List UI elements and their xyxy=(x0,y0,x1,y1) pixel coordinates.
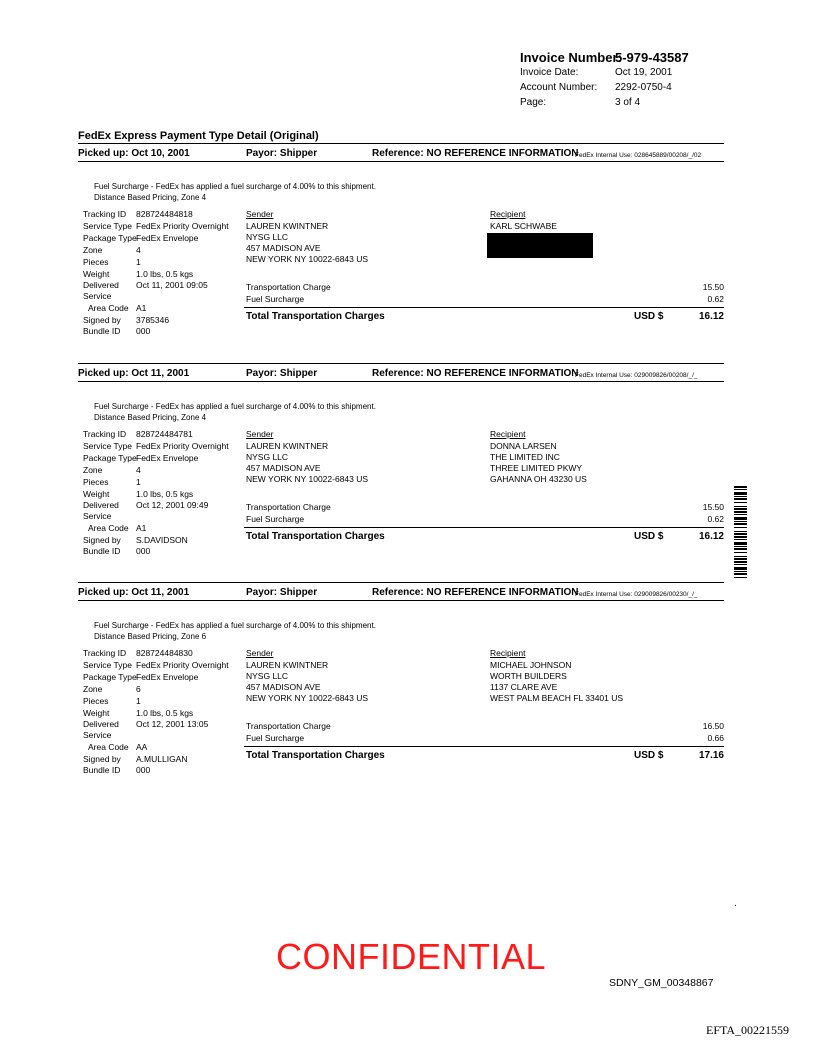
sender-line: 457 MADISON AVE xyxy=(246,682,321,692)
recipient-line: KARL SCHWABE xyxy=(490,221,557,231)
barcode-bar xyxy=(734,502,747,503)
weight-label: Weight xyxy=(83,708,110,718)
barcode-bar xyxy=(734,573,747,575)
invoice-date-row xyxy=(520,67,673,78)
tracking-id-label: Tracking ID xyxy=(83,429,127,439)
delivered-label: Delivered xyxy=(83,719,119,729)
fuel-surcharge-label: Fuel Surcharge xyxy=(246,514,305,524)
package-type-value: FedEx Envelope xyxy=(136,453,199,463)
service-label: Service xyxy=(83,511,112,521)
sender-heading: Sender xyxy=(246,429,274,439)
package-type-label: Package Type xyxy=(83,672,137,682)
invoice-number xyxy=(520,50,689,65)
barcode-bar xyxy=(734,506,747,507)
transportation-charge-label: Transportation Charge xyxy=(246,721,331,731)
sender-heading: Sender xyxy=(246,209,274,219)
totals-rule xyxy=(244,307,724,308)
service-type-value: FedEx Priority Overnight xyxy=(136,441,229,451)
invoice-date-value: Oct 19, 2001 xyxy=(615,67,673,78)
package-type-label: Package Type xyxy=(83,453,137,463)
weight-value: 1.0 lbs, 0.5 kgs xyxy=(136,269,194,279)
signed-by-label: Signed by xyxy=(83,535,121,545)
delivered-label: Delivered xyxy=(83,500,119,510)
invoice-number-label: Invoice Number: xyxy=(520,50,622,65)
recipient-line: THREE LIMITED PKWY xyxy=(490,463,583,473)
shipment-block xyxy=(78,143,724,343)
sender-line: 457 MADISON AVE xyxy=(246,243,321,253)
recipient-heading: Recipient xyxy=(490,209,526,219)
total-label: Total Transportation Charges xyxy=(246,750,385,761)
total-amount: 16.12 xyxy=(698,311,724,322)
barcode-bar xyxy=(734,556,747,557)
fuel-surcharge-amount: 0.66 xyxy=(707,733,724,743)
area-code-label: Area Code xyxy=(88,742,129,752)
delivered-value: Oct 12, 2001 09:49 xyxy=(136,500,209,510)
sender-line: NEW YORK NY 10022-6843 US xyxy=(246,693,369,703)
picked-up: Picked up: Oct 11, 2001 xyxy=(78,587,190,598)
barcode-bar xyxy=(734,527,747,528)
sender-line: NYSG LLC xyxy=(246,671,289,681)
internal-use: FedEx Internal Use: 028645889/00208/_/02 xyxy=(575,152,702,159)
picked-up: Picked up: Oct 11, 2001 xyxy=(78,368,190,379)
service-label: Service xyxy=(83,291,112,301)
total-currency: USD $ xyxy=(634,311,664,322)
zone-value: 4 xyxy=(136,245,141,255)
zone-value: 4 xyxy=(136,465,141,475)
fuel-note: Fuel Surcharge - FedEx has applied a fuel surcharge of 4.00% to this shipment. xyxy=(94,621,376,630)
recipient-heading: Recipient xyxy=(490,429,526,439)
bates-number: SDNY_GM_00348867 xyxy=(609,977,714,989)
account-number-row xyxy=(520,82,672,93)
invoice-number-value: 5-979-43587 xyxy=(615,50,689,65)
recipient-line: GAHANNA OH 43230 US xyxy=(490,474,587,484)
area-code-label: Area Code xyxy=(88,303,129,313)
area-code-value: AA xyxy=(136,742,148,752)
barcode-bar xyxy=(734,571,747,572)
barcode-bar xyxy=(734,577,747,578)
barcode-bar xyxy=(734,561,747,563)
pricing-note: Distance Based Pricing, Zone 6 xyxy=(94,632,207,641)
transportation-charge-label: Transportation Charge xyxy=(246,282,331,292)
bundle-id-value: 000 xyxy=(136,546,151,556)
sender-line: LAUREN KWINTNER xyxy=(246,221,329,231)
package-type-value: FedEx Envelope xyxy=(136,672,199,682)
account-number-label: Account Number: xyxy=(520,82,598,93)
total-label: Total Transportation Charges xyxy=(246,531,385,542)
block-top-rule xyxy=(78,143,724,144)
area-code-value: A1 xyxy=(136,303,147,313)
service-type-label: Service Type xyxy=(83,660,132,670)
barcode-bar xyxy=(734,496,747,497)
sender-line: NEW YORK NY 10022-6843 US xyxy=(246,254,369,264)
total-label: Total Transportation Charges xyxy=(246,311,385,322)
barcode-bar xyxy=(734,498,747,500)
signed-by-label: Signed by xyxy=(83,754,121,764)
weight-value: 1.0 lbs, 0.5 kgs xyxy=(136,708,194,718)
sender-line: NYSG LLC xyxy=(246,452,289,462)
transportation-charge-label: Transportation Charge xyxy=(246,502,331,512)
service-type-label: Service Type xyxy=(83,221,132,231)
pricing-note: Distance Based Pricing, Zone 4 xyxy=(94,193,207,202)
sender-line: LAUREN KWINTNER xyxy=(246,441,329,451)
internal-use: FedEx Internal Use: 029009826/00208/_/_ xyxy=(575,372,698,379)
bundle-id-label: Bundle ID xyxy=(83,326,121,336)
payor: Payor: Shipper xyxy=(246,587,318,598)
barcode-bar xyxy=(734,567,747,570)
transportation-charge-amount: 15.50 xyxy=(702,282,724,292)
barcode-bar xyxy=(734,521,747,522)
invoice-date-label: Invoice Date: xyxy=(520,67,579,78)
pieces-label: Pieces xyxy=(83,696,109,706)
totals-rule xyxy=(244,746,724,747)
service-label: Service xyxy=(83,730,112,740)
bundle-id-label: Bundle ID xyxy=(83,765,121,775)
delivered-value: Oct 11, 2001 09:05 xyxy=(136,280,208,290)
transportation-charge-amount: 16.50 xyxy=(702,721,724,731)
recipient-heading: Recipient xyxy=(490,648,526,658)
payor: Payor: Shipper xyxy=(246,368,318,379)
total-amount: 16.12 xyxy=(698,531,724,542)
pieces-value: 1 xyxy=(136,477,141,487)
zone-label: Zone xyxy=(83,245,103,255)
sender-line: 457 MADISON AVE xyxy=(246,463,321,473)
barcode-bar xyxy=(734,531,747,532)
efta-number: EFTA_00221559 xyxy=(706,1023,790,1037)
fuel-note: Fuel Surcharge - FedEx has applied a fuel surcharge of 4.00% to this shipment. xyxy=(94,402,376,411)
barcode-bar xyxy=(734,548,747,550)
barcode-bar xyxy=(734,533,747,535)
header-rule xyxy=(78,381,724,382)
weight-label: Weight xyxy=(83,269,110,279)
reference: Reference: NO REFERENCE INFORMATION xyxy=(372,368,579,379)
signed-by-value: S.DAVIDSON xyxy=(136,535,188,545)
barcode-bar xyxy=(734,523,747,525)
signed-by-value: 3785346 xyxy=(136,315,170,325)
barcode-bar xyxy=(734,546,747,547)
bundle-id-value: 000 xyxy=(136,765,151,775)
shipment-block xyxy=(78,363,724,563)
barcode-bar xyxy=(734,486,747,488)
shipment-block xyxy=(78,582,724,782)
total-currency: USD $ xyxy=(634,750,664,761)
barcode-bar xyxy=(734,558,747,560)
reference: Reference: NO REFERENCE INFORMATION xyxy=(372,148,579,159)
tracking-id-value: 828724484830 xyxy=(136,648,193,658)
bundle-id-label: Bundle ID xyxy=(83,546,121,556)
pieces-value: 1 xyxy=(136,257,141,267)
barcode-bar xyxy=(734,564,747,565)
signed-by-label: Signed by xyxy=(83,315,121,325)
fuel-surcharge-label: Fuel Surcharge xyxy=(246,294,305,304)
side-barcode xyxy=(734,486,747,578)
bundle-id-value: 000 xyxy=(136,326,151,336)
account-number-value: 2292-0750-4 xyxy=(615,82,672,93)
stray-mark: . xyxy=(734,898,737,909)
recipient-line: 1137 CLARE AVE xyxy=(490,682,558,692)
area-code-value: A1 xyxy=(136,523,147,533)
pieces-label: Pieces xyxy=(83,257,109,267)
redaction-box xyxy=(487,233,593,258)
totals-rule xyxy=(244,527,724,528)
page-row xyxy=(520,97,641,108)
package-type-label: Package Type xyxy=(83,233,137,243)
barcode-bar xyxy=(734,492,747,495)
pricing-note: Distance Based Pricing, Zone 4 xyxy=(94,413,207,422)
delivered-value: Oct 12, 2001 13:05 xyxy=(136,719,209,729)
reference: Reference: NO REFERENCE INFORMATION xyxy=(372,587,579,598)
pieces-value: 1 xyxy=(136,696,141,706)
block-top-rule xyxy=(78,363,724,364)
pieces-label: Pieces xyxy=(83,477,109,487)
sender-line: NEW YORK NY 10022-6843 US xyxy=(246,474,369,484)
fuel-surcharge-amount: 0.62 xyxy=(707,294,724,304)
weight-value: 1.0 lbs, 0.5 kgs xyxy=(136,489,194,499)
weight-label: Weight xyxy=(83,489,110,499)
total-amount: 17.16 xyxy=(698,750,724,761)
tracking-id-label: Tracking ID xyxy=(83,209,127,219)
recipient-line: WORTH BUILDERS xyxy=(490,671,567,681)
sender-line: LAUREN KWINTNER xyxy=(246,660,329,670)
signed-by-value: A.MULLIGAN xyxy=(136,754,188,764)
service-type-label: Service Type xyxy=(83,441,132,451)
sender-line: NYSG LLC xyxy=(246,232,289,242)
page-value: 3 of 4 xyxy=(615,97,641,108)
service-type-value: FedEx Priority Overnight xyxy=(136,221,229,231)
tracking-id-label: Tracking ID xyxy=(83,648,127,658)
picked-up: Picked up: Oct 10, 2001 xyxy=(78,148,190,159)
delivered-label: Delivered xyxy=(83,280,119,290)
barcode-bar xyxy=(734,517,747,520)
page-label: Page: xyxy=(520,97,547,108)
fuel-surcharge-amount: 0.62 xyxy=(707,514,724,524)
area-code-label: Area Code xyxy=(88,523,129,533)
header-rule xyxy=(78,161,724,162)
fuel-note: Fuel Surcharge - FedEx has applied a fuel surcharge of 4.00% to this shipment. xyxy=(94,182,376,191)
package-type-value: FedEx Envelope xyxy=(136,233,199,243)
total-currency: USD $ xyxy=(634,531,664,542)
sender-heading: Sender xyxy=(246,648,274,658)
zone-label: Zone xyxy=(83,684,103,694)
header-rule xyxy=(78,600,724,601)
barcode-bar xyxy=(734,489,747,490)
recipient-line: DONNA LARSEN xyxy=(490,441,557,451)
tracking-id-value: 828724484781 xyxy=(136,429,193,439)
zone-label: Zone xyxy=(83,465,103,475)
recipient-line: MICHAEL JOHNSON xyxy=(490,660,572,670)
barcode-bar xyxy=(734,508,747,510)
confidential-stamp: CONFIDENTIAL xyxy=(276,936,547,977)
barcode-bar xyxy=(734,536,747,538)
barcode-bar xyxy=(734,552,747,553)
service-type-value: FedEx Priority Overnight xyxy=(136,660,229,670)
internal-use: FedEx Internal Use: 029009826/00230/_/_ xyxy=(575,591,698,598)
block-top-rule xyxy=(78,582,724,583)
zone-value: 6 xyxy=(136,684,141,694)
fuel-surcharge-label: Fuel Surcharge xyxy=(246,733,305,743)
document-title: FedEx Express Payment Type Detail (Original) xyxy=(78,130,319,142)
recipient-line: THE LIMITED INC xyxy=(490,452,560,462)
barcode-bar xyxy=(734,542,747,545)
tracking-id-value: 828724484818 xyxy=(136,209,193,219)
payor: Payor: Shipper xyxy=(246,148,318,159)
transportation-charge-amount: 15.50 xyxy=(702,502,724,512)
barcode-bar xyxy=(734,511,747,513)
barcode-bar xyxy=(734,539,747,540)
recipient-line: WEST PALM BEACH FL 33401 US xyxy=(490,693,624,703)
barcode-bar xyxy=(734,514,747,515)
